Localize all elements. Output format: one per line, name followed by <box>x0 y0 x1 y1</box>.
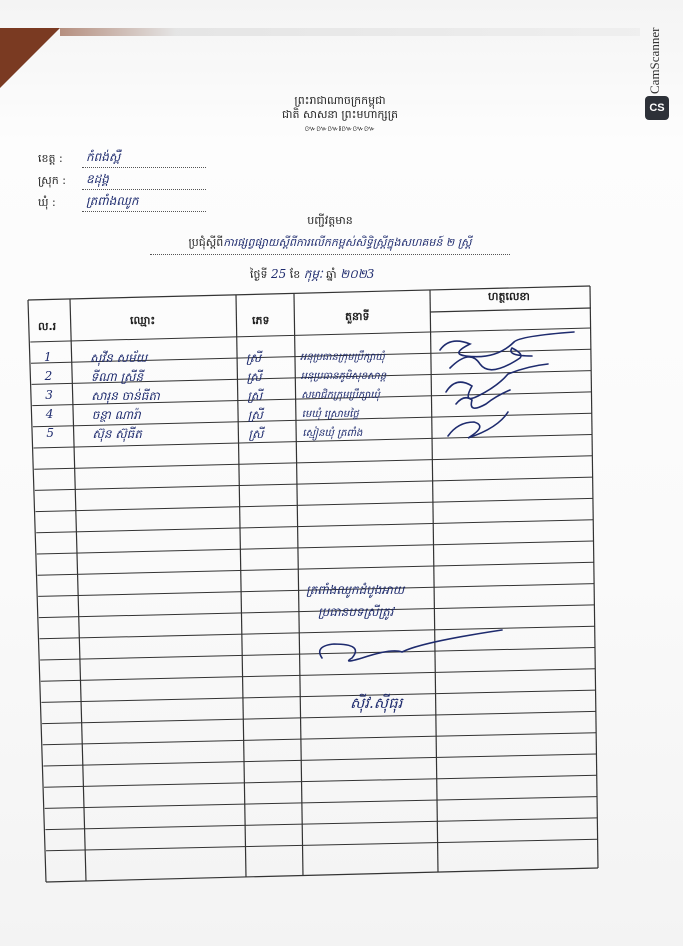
row-number: 2 <box>44 369 53 383</box>
district-label: ស្រុក : <box>38 174 66 187</box>
row-sex: ស្រី <box>246 351 261 365</box>
date-day-label: ថ្ងៃទី <box>250 268 268 281</box>
row-number: 1 <box>44 350 52 364</box>
row-position: សមាជិកក្រុមប្រឹក្សាឃុំ <box>301 390 380 401</box>
header-signature: ហត្ថលេខា <box>488 290 530 303</box>
row-name: ចន្ថា ណារ៉ា <box>91 408 141 422</box>
row-position: មេឃុំ ស្រោមថ្លៃ <box>301 409 359 420</box>
row-name: ទីណា ស្រីនី <box>90 370 144 384</box>
row-sex: ស្រី <box>246 370 262 384</box>
row-name: ស៊ុន ស៊ុធីត <box>92 427 142 441</box>
kingdom-title: ព្រះរាជាណាចក្រកម្ពុជា <box>294 94 386 107</box>
date-year-label: ឆ្នាំ <box>326 268 337 281</box>
row-sex: ស្រី <box>247 408 263 422</box>
watermark-text: CamScanner <box>647 27 662 94</box>
row-number: 5 <box>46 426 55 440</box>
row-sex: ស្រី <box>248 427 264 441</box>
row-position: អនុប្រធានក្រុមប្រឹក្សាឃុំ <box>300 352 385 363</box>
row-position: ស្មៀនឃុំ ត្រពាំង <box>302 428 363 439</box>
meeting-topic-handwritten: ការផ្សព្វផ្សាយស្តីពីការលើកកម្ពស់សិទ្ធិស្ត្រីក្នុងសហគមន៍ ២ ស្ត្រី <box>223 236 472 249</box>
date-year: ២០២3 <box>340 267 375 281</box>
district-value: ឧដុង្គ <box>82 171 206 190</box>
header-sex: ភេទ <box>252 314 270 327</box>
meeting-topic-prefix: ប្រជុំស្តីពី <box>188 236 224 249</box>
row-name: សារុន ចាន់ធីតា <box>91 389 160 403</box>
province-value: កំពង់ស្ពឺ <box>82 149 206 168</box>
row-position: អនុប្រធានភូមិសុខសាន្ត <box>300 371 387 382</box>
commune-label: ឃុំ : <box>38 196 56 209</box>
row-number: 3 <box>45 388 53 402</box>
camscanner-logo-icon: CS <box>645 96 669 120</box>
signature-mark <box>440 332 574 357</box>
row-number: 4 <box>45 407 54 421</box>
certification-line1: ត្រពាំងឈូកដំបូងអាយ <box>306 583 405 597</box>
province-label: ខេត្ត : <box>38 152 63 165</box>
date-month: កុម្ភៈ <box>303 267 323 281</box>
certifier-name: ស៊ីវ.ស៊ីធុរ <box>350 694 403 712</box>
signature-mark <box>450 348 532 370</box>
national-motto: ជាតិ សាសនា ព្រះមហាក្សត្រ <box>282 108 398 121</box>
commune-value: ត្រពាំងឈូក <box>82 193 206 212</box>
attendance-list-title: បញ្ជីវត្តមាន <box>307 214 353 227</box>
row-sex: ស្រី <box>247 389 263 403</box>
row-name: សុវីន សម័យ <box>90 351 148 365</box>
date-month-label: ខែ <box>289 268 301 281</box>
date-day: 25 <box>270 267 287 281</box>
header-no: ល.រ <box>38 320 57 333</box>
ornament-divider: ៚៚៚៛៚៚៚ <box>304 124 376 133</box>
signature-mark <box>448 412 508 438</box>
header-position: តួនាទី <box>345 310 370 323</box>
official-signature <box>320 630 502 661</box>
certification-line2: ប្រធានបទស្រីត្រូវ <box>318 605 394 619</box>
header-name: ឈ្មោះ <box>130 314 156 327</box>
